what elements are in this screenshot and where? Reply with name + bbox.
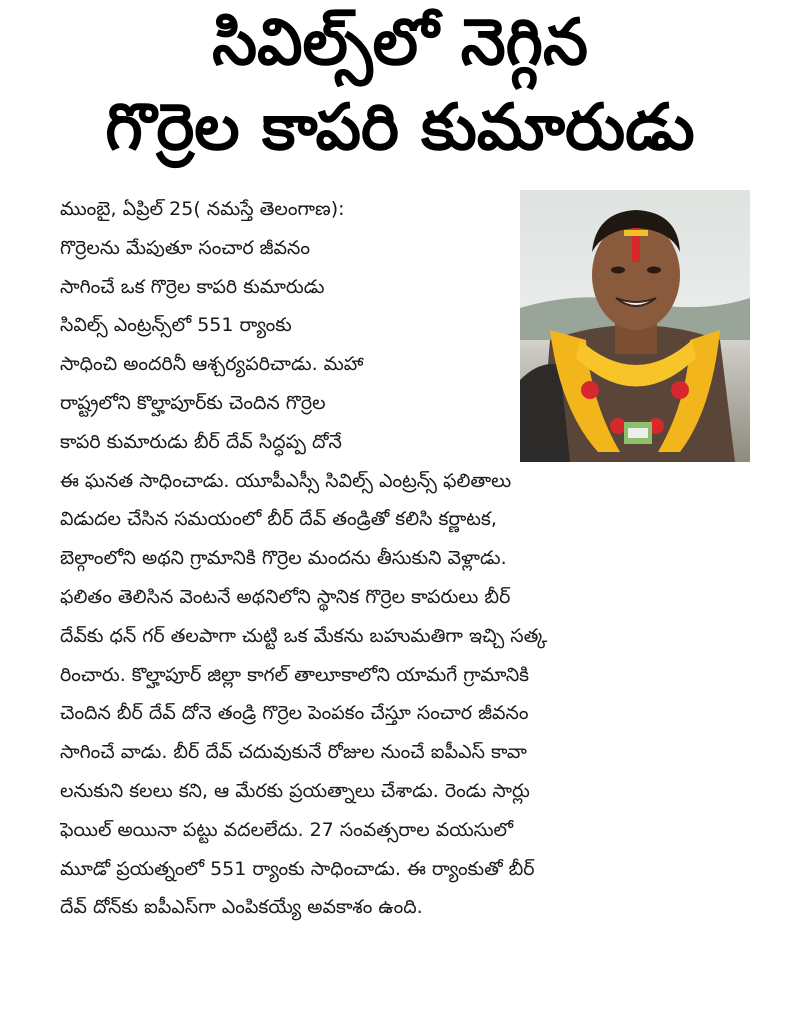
article-body bbox=[60, 190, 756, 927]
article-line: చెందిన బీర్ దేవ్ దోనె తండ్రి గొర్రెల పెంపకం చేస్తూ సంచార జీవనం bbox=[60, 702, 529, 725]
article-line: రాష్ట్రలోని కొల్హాపూర్‌కు చెందిన గొర్రెల bbox=[60, 391, 326, 414]
article-line: ఈ ఘనత సాధించాడు. యూపీఎస్సీ సివిల్స్ ఎంట్రన్స్ ఫలితాలు bbox=[60, 469, 512, 492]
article-line: బెల్గాంలోని అథని గ్రామానికి గొర్రెల మందను తీసుకుని వెళ్లాడు. bbox=[60, 547, 507, 570]
article-column-full bbox=[60, 462, 756, 928]
article-line: సాధించి అందరినీ ఆశ్చర్యపరిచాడు. మహా bbox=[60, 353, 364, 376]
article-line: సాగించే వాడు. బీర్ దేవ్ చదువుకునే రోజుల నుంచే ఐపీఎస్ కావా bbox=[60, 741, 527, 764]
headline-line-1: సివిల్స్‌లో నెగ్గిన bbox=[212, 6, 588, 80]
headline bbox=[0, 2, 800, 172]
article-line: ఫలితం తెలిసిన వెంటనే అథనిలోని స్థానిక గొర్రెల కాపరులు బీర్ bbox=[60, 585, 511, 608]
article-line: దేవ్ దోన్‌కు ఐపీఎస్‌గా ఎంపికయ్యే అవకాశం ఉంది. bbox=[60, 896, 423, 919]
article-line: లనుకుని కలలు కని, ఆ మేరకు ప్రయత్నాలు చేశాడు. రెండు సార్లు bbox=[60, 779, 530, 802]
article-line: ముంబై, ఏప్రిల్ 25( నమస్తే తెలంగాణ): bbox=[60, 198, 345, 220]
article-line: మూడో ప్రయత్నంలో 551 ర్యాంకు సాధించాడు. ఈ ర్యాంకుతో బీర్ bbox=[60, 857, 535, 880]
article-line: గొర్రెలను మేపుతూ సంచార జీవనం bbox=[60, 236, 310, 259]
headline-line-2: గొర్రెల కాపరి కుమారుడు bbox=[105, 91, 695, 165]
article-line: కాపరి కుమారుడు బీర్ దేవ్ సిద్ధప్ప దోనే bbox=[60, 430, 342, 453]
article-line: విడుదల చేసిన సమయంలో బీర్ దేవ్ తండ్రితో కలిసి కర్ణాటక, bbox=[60, 508, 497, 531]
article-line: సివిల్స్ ఎంట్రన్స్‌లో 551 ర్యాంకు bbox=[60, 314, 292, 337]
article-column-beside-photo bbox=[60, 190, 490, 462]
article-line: సాగించే ఒక గొర్రెల కాపరి కుమారుడు bbox=[60, 275, 325, 298]
article-line: దేవ్‌కు ధన్ గర్ తలపాగా చుట్టి ఒక మేకను బహుమతిగా ఇచ్చి సత్క bbox=[60, 624, 548, 647]
article-line: ఫెయిల్ అయినా పట్టు వదలలేదు. 27 సంవత్సరాల వయసులో bbox=[60, 818, 514, 841]
article-line: రించారు. కొల్హాపూర్ జిల్లా కాగల్ తాలూకాలోని యామగే గ్రామానికి bbox=[60, 663, 530, 686]
